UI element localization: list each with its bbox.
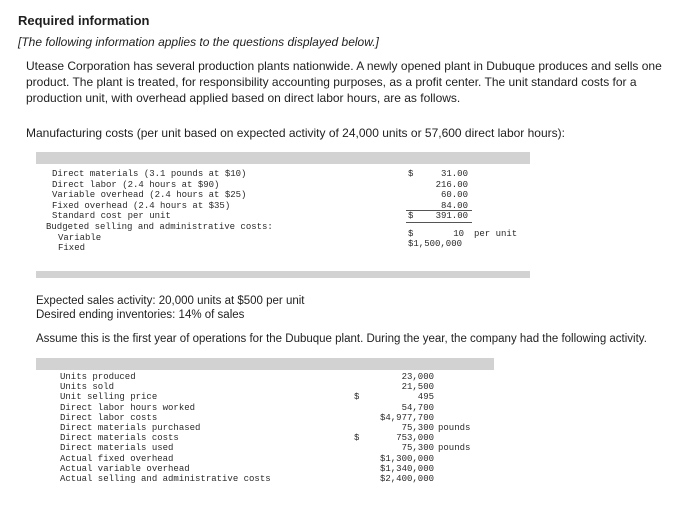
budget-heading: Budgeted selling and administrative costs: (46, 222, 273, 232)
activity-row-dollar: $ (354, 433, 360, 444)
manufacturing-heading: Manufacturing costs (per unit based on expected activity of 24,000 units or 57,600 direct labor hours): (26, 126, 565, 140)
expectations (36, 294, 305, 322)
activity-row-label: Direct materials costs (60, 433, 179, 444)
expected-sales: Expected sales activity: 20,000 units at $500 per unit (36, 295, 305, 307)
standard-cost-table (36, 152, 530, 278)
activity-row-value: 23,000 (401, 372, 434, 382)
cost-row-value: 60.00 (440, 190, 468, 201)
table-footer-bar (36, 271, 530, 278)
activity-row-value: 21,500 (401, 382, 434, 393)
activity-table (36, 358, 494, 506)
cost-row-value: 391.00 (435, 211, 468, 222)
cost-row-dollar: $ (408, 169, 414, 179)
activity-row-value: $4,977,700 (379, 412, 434, 423)
total-rule (406, 222, 472, 223)
activity-row-label: Actual fixed overhead (60, 453, 174, 464)
subtotal-rule (406, 210, 472, 211)
activity-row-label: Direct labor hours worked (60, 402, 196, 413)
activity-row-label: Direct labor costs (60, 412, 158, 423)
activity-row-label: Actual selling and administrative costs (60, 474, 271, 484)
activity-row-unit: pounds (438, 423, 471, 433)
activity-row-value: 75,300 (401, 443, 434, 454)
table-header-bar (36, 152, 530, 164)
cost-row-value: 84.00 (440, 200, 468, 211)
activity-row-value: 495 (417, 392, 434, 403)
cost-row-label: Fixed overhead (2.4 hours at $35) (52, 200, 231, 211)
activity-row-label: Actual variable overhead (60, 463, 190, 474)
activity-row-value: 75,300 (401, 423, 434, 433)
activity-row-label: Direct materials used (60, 443, 174, 454)
variable-dollar: $ (408, 228, 414, 239)
activity-row-unit: pounds (438, 443, 471, 454)
table-header-bar (36, 358, 494, 370)
page-title: Required information (18, 13, 150, 28)
cost-row-label: Variable overhead (2.4 hours at $25) (52, 190, 247, 201)
fixed-value: $1,500,000 (408, 239, 463, 250)
cost-row-label: Direct labor (2.4 hours at $90) (52, 179, 220, 190)
cost-row-label: Direct materials (3.1 pounds at $10) (52, 169, 247, 179)
desired-inventory: Desired ending inventories: 14% of sales (36, 309, 245, 321)
fixed-label: Fixed (58, 243, 86, 254)
page-subtitle: [The following information applies to the questions displayed below.] (18, 35, 379, 49)
variable-label: Variable (58, 232, 102, 243)
variable-value: 10 (453, 228, 464, 239)
cost-row-dollar: $ (408, 211, 414, 222)
intro-paragraph: Utease Corporation has several production plants nationwide. A newly opened plant in Dubuque produces and sells one product. The plant is treated, for responsibility accounting purposes, as a profit center. The unit standard costs for a production unit, with overhead applied based on direct labor hours, are as follows. (26, 59, 662, 105)
cost-row-value: 216.00 (435, 179, 468, 190)
assume-text: Assume this is the first year of operations for the Dubuque plant. During the year, the company had the following activity. (36, 333, 647, 345)
activity-row-value: 54,700 (401, 402, 434, 413)
activity-row-value: 753,000 (396, 433, 434, 444)
cost-row-label: Standard cost per unit (52, 211, 171, 222)
cost-row-value: 31.00 (440, 169, 468, 179)
activity-row-value: $1,340,000 (379, 463, 434, 474)
activity-row-label: Units sold (60, 382, 115, 393)
activity-row-dollar: $ (354, 392, 360, 403)
variable-unit: per unit (474, 228, 518, 239)
activity-row-label: Units produced (60, 372, 136, 382)
activity-row-label: Unit selling price (60, 392, 158, 403)
activity-row-value: $2,400,000 (379, 474, 434, 484)
activity-row-label: Direct materials purchased (60, 423, 201, 433)
activity-row-value: $1,300,000 (379, 453, 434, 464)
